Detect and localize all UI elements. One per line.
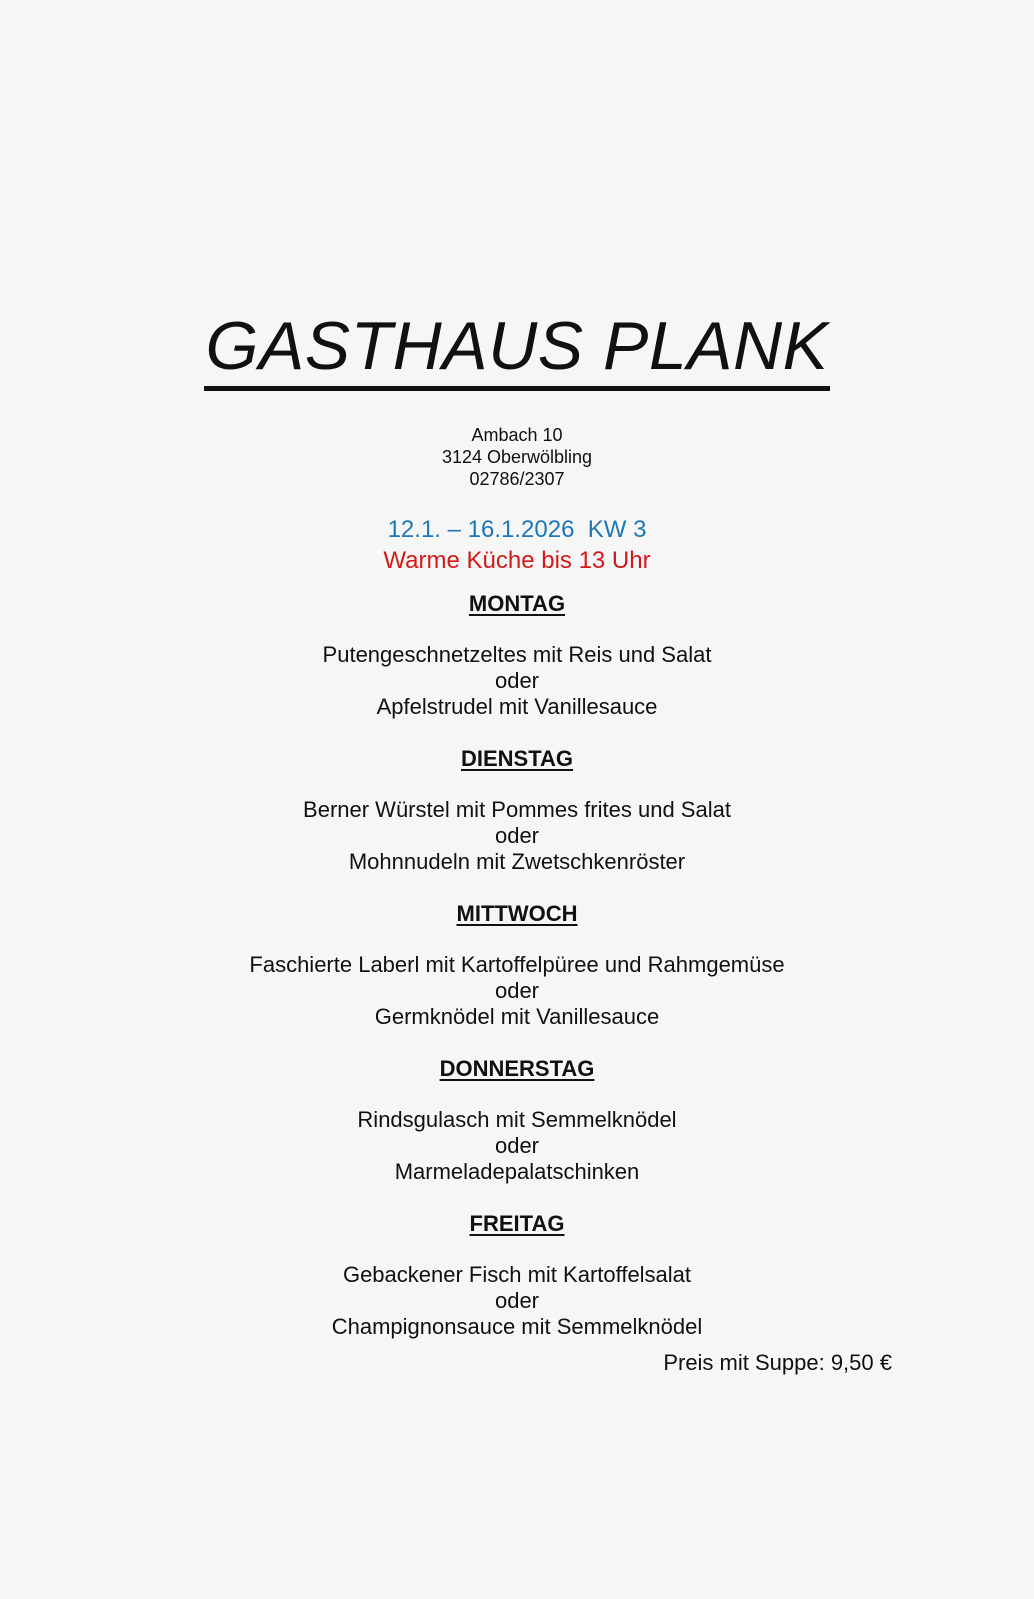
dish-list bbox=[0, 797, 1034, 875]
dish-option-1: Gebackener Fisch mit Kartoffelsalat bbox=[342, 1262, 692, 1287]
restaurant-title: GASTHAUS PLANK bbox=[204, 312, 831, 391]
day-section-freitag bbox=[0, 1210, 1034, 1340]
dish-separator: oder bbox=[494, 1133, 540, 1158]
day-title: DONNERSTAG bbox=[439, 1056, 595, 1081]
day-title: MONTAG bbox=[468, 591, 566, 616]
week-range: 12.1. – 16.1.2026 KW 3 bbox=[387, 516, 647, 543]
dish-separator: oder bbox=[494, 823, 540, 848]
dish-option-2: Champignonsauce mit Semmelknödel bbox=[331, 1314, 703, 1339]
dish-separator: oder bbox=[494, 668, 540, 693]
kitchen-hours: Warme Küche bis 13 Uhr bbox=[383, 547, 651, 574]
day-title: FREITAG bbox=[469, 1211, 565, 1236]
dish-option-2: Germknödel mit Vanillesauce bbox=[374, 1004, 660, 1029]
day-title: DIENSTAG bbox=[460, 746, 574, 771]
dish-option-1: Faschierte Laberl mit Kartoffelpüree und Rahmgemüse bbox=[249, 952, 785, 977]
dish-option-2: Mohnnudeln mit Zwetschkenröster bbox=[348, 849, 686, 874]
day-title: MITTWOCH bbox=[456, 901, 578, 926]
day-section-donnerstag bbox=[0, 1055, 1034, 1185]
dish-list bbox=[0, 952, 1034, 1030]
dish-list bbox=[0, 1262, 1034, 1340]
dish-separator: oder bbox=[494, 1288, 540, 1313]
address-block bbox=[0, 424, 1034, 490]
dish-list bbox=[0, 642, 1034, 720]
dish-list bbox=[0, 1107, 1034, 1185]
dish-option-1: Berner Würstel mit Pommes frites und Salat bbox=[303, 797, 731, 822]
dish-option-1: Putengeschnetzeltes mit Reis und Salat bbox=[322, 642, 712, 667]
day-section-dienstag bbox=[0, 745, 1034, 875]
day-section-montag bbox=[0, 590, 1034, 720]
day-section-mittwoch bbox=[0, 900, 1034, 1030]
address-street: Ambach 10 bbox=[471, 425, 563, 445]
dish-option-2: Marmeladepalatschinken bbox=[394, 1159, 640, 1184]
dish-option-1: Rindsgulasch mit Semmelknödel bbox=[357, 1107, 677, 1132]
address-city: 3124 Oberwölbling bbox=[441, 447, 593, 467]
dish-option-2: Apfelstrudel mit Vanillesauce bbox=[376, 694, 658, 719]
phone-number: 02786/2307 bbox=[469, 469, 565, 489]
title-block bbox=[0, 308, 1034, 391]
price-note: Preis mit Suppe: 9,50 € bbox=[663, 1350, 892, 1375]
dish-separator: oder bbox=[494, 978, 540, 1003]
